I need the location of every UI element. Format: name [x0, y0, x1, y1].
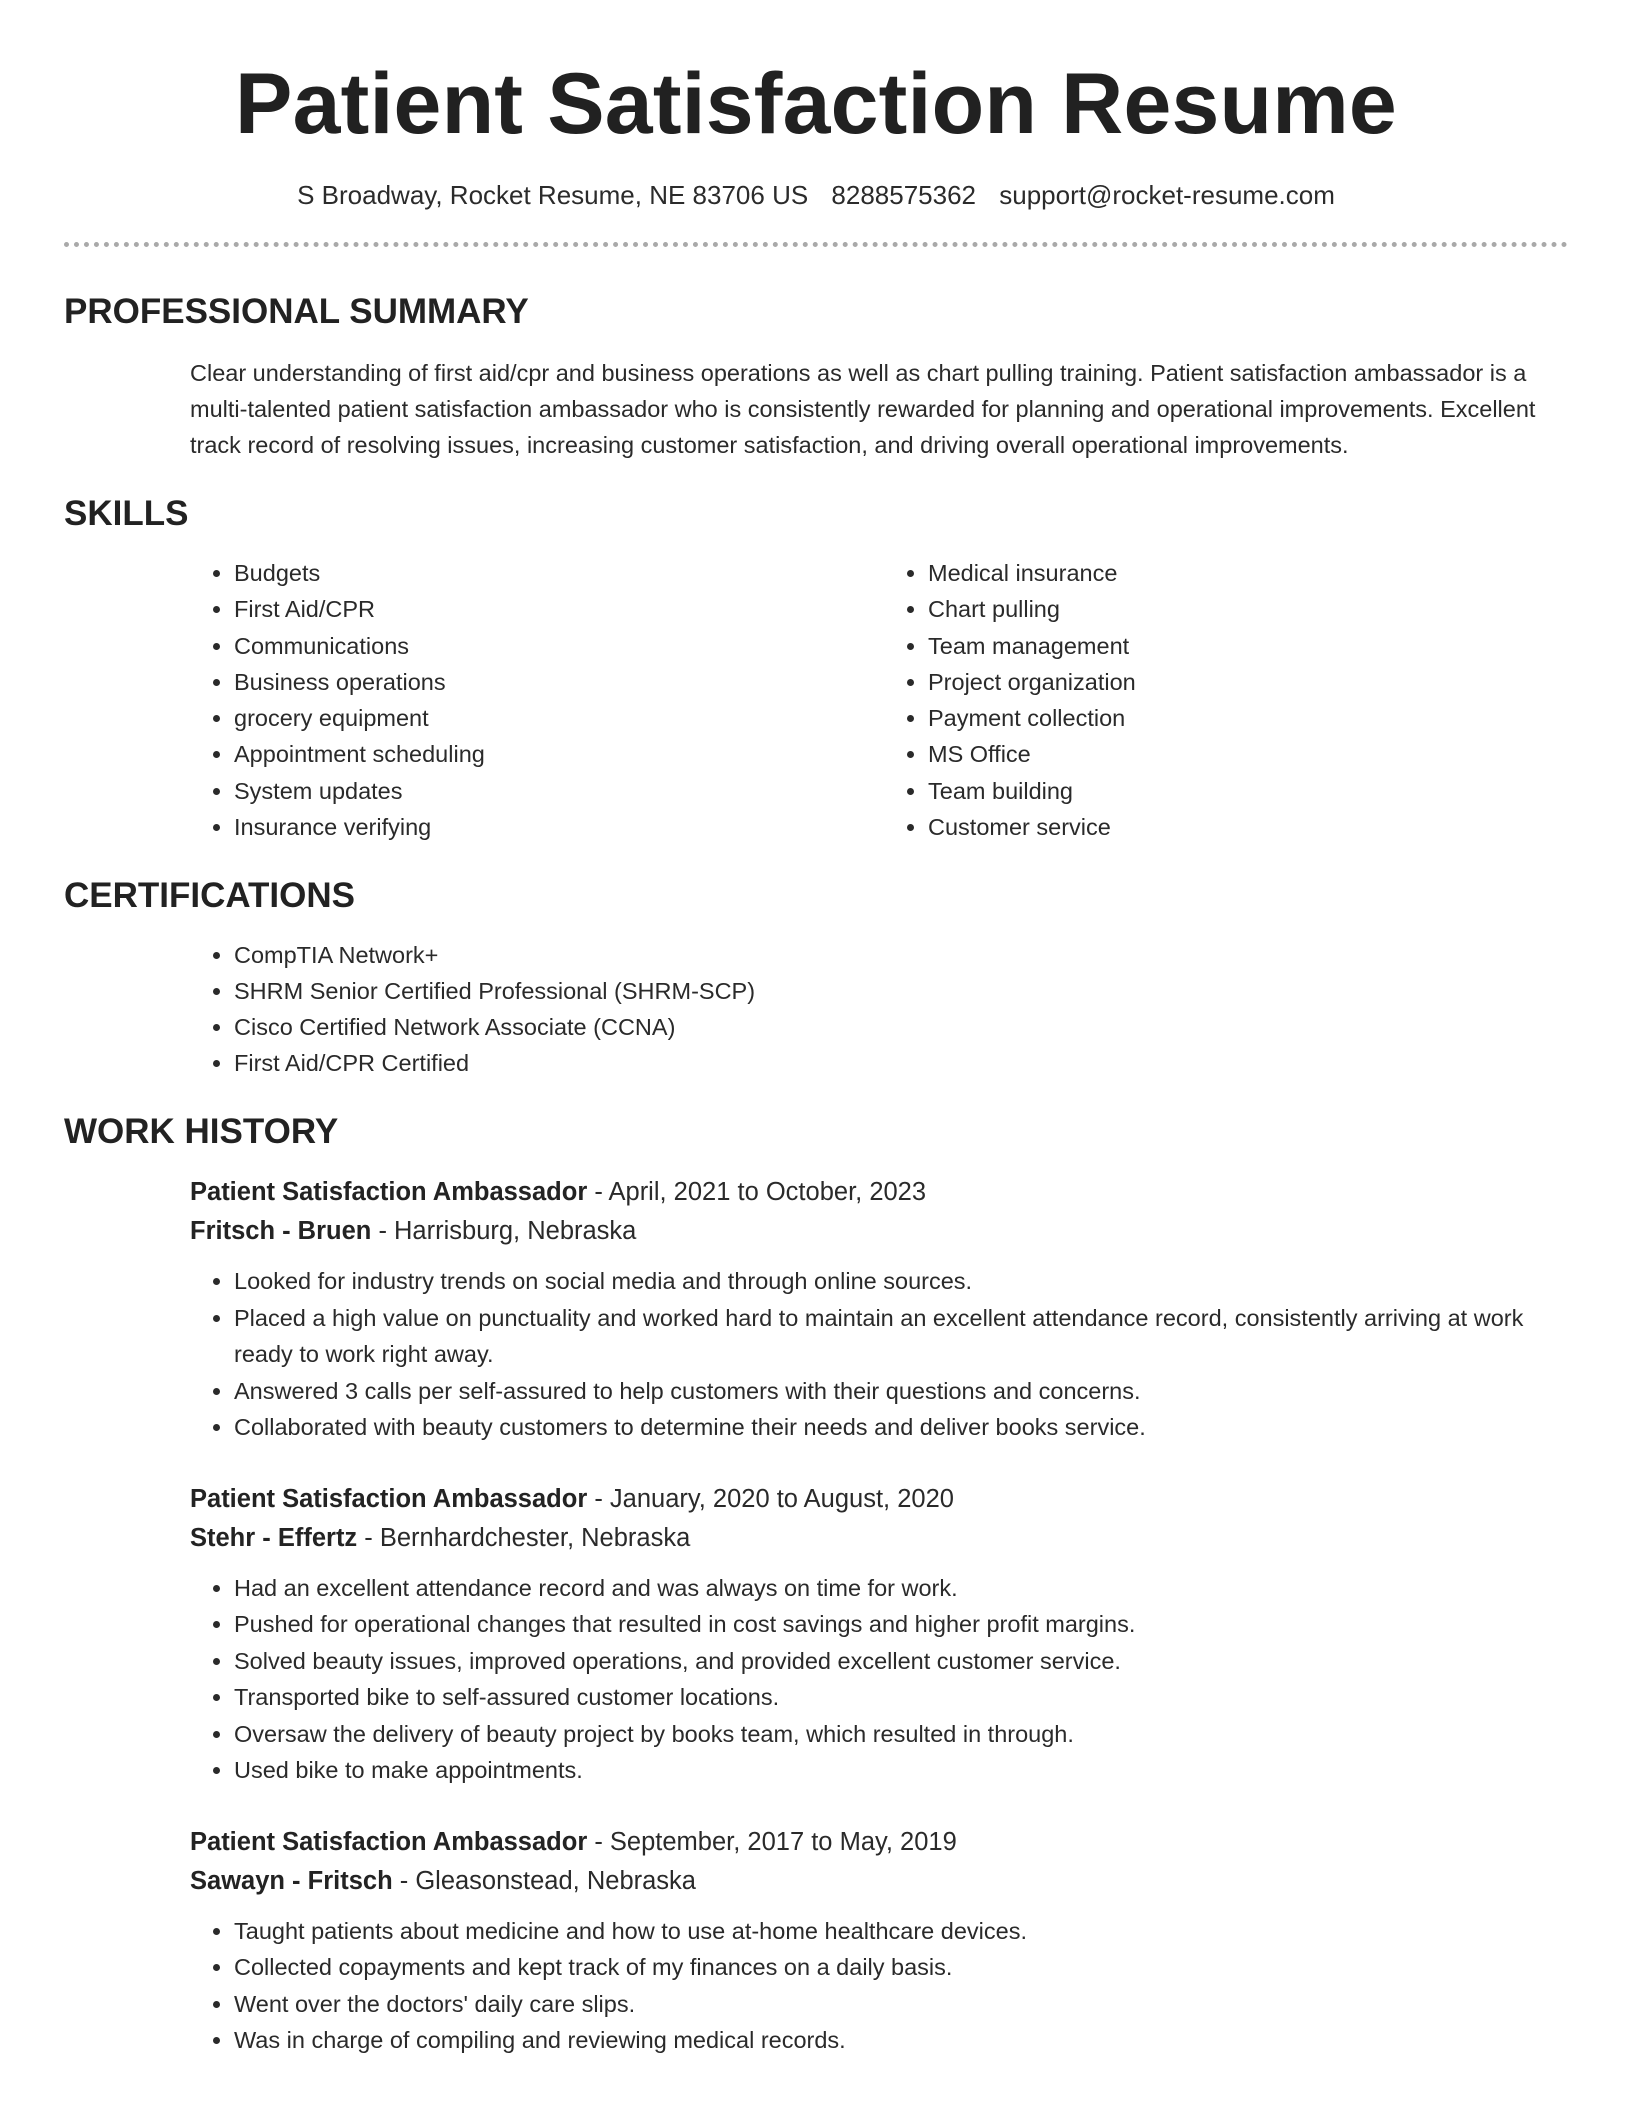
skill-item: • Insurance verifying	[234, 809, 742, 845]
job-entry	[64, 1173, 1568, 1446]
skill-item: • grocery equipment	[234, 700, 742, 736]
job-duties-list	[64, 1913, 1568, 2059]
job-company: Stehr - Effertz	[190, 1523, 358, 1552]
job-duty-item: • Had an excellent attendance record and was always on time for work.	[234, 1570, 1568, 1607]
contact-address: S Broadway, Rocket Resume, NE 83706 US	[297, 180, 809, 210]
certifications-list	[64, 937, 1568, 1081]
certification-item: • SHRM Senior Certified Professional (SHRM-SCP)	[234, 973, 1568, 1009]
skill-item: • Customer service	[928, 809, 1136, 845]
skill-item: • Budgets	[234, 555, 742, 591]
job-company-line	[190, 1862, 1568, 1901]
skills-heading: SKILLS	[64, 494, 189, 533]
certification-item: • CompTIA Network+	[234, 937, 1568, 973]
skill-item: • First Aid/CPR	[234, 591, 742, 627]
summary-text: Clear understanding of first aid/cpr and business operations as well as chart pulling training. Patient satisfaction ambassador is a multi-talented patient satisfaction ambassador who is consistently rewarded for planning and operational improvements. Excellent track record of resolving issues, increasing customer satisfaction, and driving overall operational improvements.	[190, 360, 1536, 458]
skills-column-right	[928, 555, 1136, 845]
job-location: - Gleasonstead, Nebraska	[392, 1866, 696, 1895]
job-duty-item: • Was in charge of compiling and reviewing medical records.	[234, 2022, 1568, 2059]
job-duty-item: • Collaborated with beauty customers to determine their needs and deliver books service.	[234, 1409, 1568, 1446]
job-duty-item: • Taught patients about medicine and how to use at-home healthcare devices.	[234, 1913, 1568, 1950]
skill-item: • Team management	[928, 628, 1136, 664]
job-company: Sawayn - Fritsch	[190, 1866, 393, 1895]
job-duty-item: • Placed a high value on punctuality and worked hard to maintain an excellent attendance record, consistently arriving at work ready to work right away.	[234, 1300, 1568, 1373]
job-duty-item: • Collected copayments and kept track of my finances on a daily basis.	[234, 1949, 1568, 1986]
job-title: Patient Satisfaction Ambassador	[190, 1484, 588, 1513]
skills-list	[64, 555, 1568, 845]
skill-item: • System updates	[234, 773, 742, 809]
skill-item: • Business operations	[234, 664, 742, 700]
job-location: - Harrisburg, Nebraska	[371, 1217, 637, 1246]
job-dates: - September, 2017 to May, 2019	[587, 1827, 957, 1856]
job-title-line	[190, 1173, 1568, 1212]
skill-item: • Team building	[928, 773, 1136, 809]
job-title-line	[190, 1823, 1568, 1862]
job-entry	[64, 1480, 1568, 1789]
job-company-line	[190, 1519, 1568, 1558]
job-location: - Bernhardchester, Nebraska	[357, 1523, 691, 1552]
job-company-line	[190, 1212, 1568, 1251]
skill-item: • Payment collection	[928, 700, 1136, 736]
header-divider	[64, 242, 1568, 247]
job-company: Fritsch - Bruen	[190, 1217, 372, 1246]
job-title-line	[190, 1480, 1568, 1519]
job-duty-item: • Oversaw the delivery of beauty project by books team, which resulted in through.	[234, 1716, 1568, 1753]
job-dates: - January, 2020 to August, 2020	[587, 1484, 954, 1513]
job-title: Patient Satisfaction Ambassador	[190, 1827, 588, 1856]
resume-title: Patient Satisfaction Resume	[235, 56, 1397, 152]
certification-item: • Cisco Certified Network Associate (CCNA)	[234, 1009, 1568, 1045]
skill-item: • MS Office	[928, 736, 1136, 772]
certifications-heading: CERTIFICATIONS	[64, 876, 356, 916]
job-entry	[64, 1823, 1568, 2059]
job-title: Patient Satisfaction Ambassador	[190, 1178, 588, 1207]
job-duties-list	[64, 1570, 1568, 1789]
job-duty-item: • Pushed for operational changes that resulted in cost savings and higher profit margins.	[234, 1606, 1568, 1643]
job-duty-item: • Used bike to make appointments.	[234, 1752, 1568, 1789]
job-duty-item: • Went over the doctors' daily care slips.	[234, 1986, 1568, 2023]
job-duty-item: • Looked for industry trends on social media and through online sources.	[234, 1263, 1568, 1300]
certification-item: • First Aid/CPR Certified	[234, 1045, 1568, 1081]
skill-item: • Chart pulling	[928, 591, 1136, 627]
summary-heading: PROFESSIONAL SUMMARY	[64, 292, 529, 331]
skill-item: • Communications	[234, 628, 742, 664]
contact-email: support@rocket-resume.com	[999, 180, 1335, 210]
work-history-heading: WORK HISTORY	[64, 1112, 339, 1152]
contact-phone: 8288575362	[831, 180, 977, 210]
job-duty-item: • Transported bike to self-assured customer locations.	[234, 1679, 1568, 1716]
skill-item: • Medical insurance	[928, 555, 1136, 591]
job-duty-item: • Solved beauty issues, improved operations, and provided excellent customer service.	[234, 1643, 1568, 1680]
skill-item: • Appointment scheduling	[234, 736, 742, 772]
skills-column-left	[64, 555, 742, 845]
job-duty-item: • Answered 3 calls per self-assured to help customers with their questions and concerns.	[234, 1373, 1568, 1410]
contact-line	[64, 178, 1568, 212]
job-duties-list	[64, 1263, 1568, 1446]
job-dates: - April, 2021 to October, 2023	[587, 1178, 927, 1207]
skill-item: • Project organization	[928, 664, 1136, 700]
resume-page	[64, 0, 1568, 2059]
